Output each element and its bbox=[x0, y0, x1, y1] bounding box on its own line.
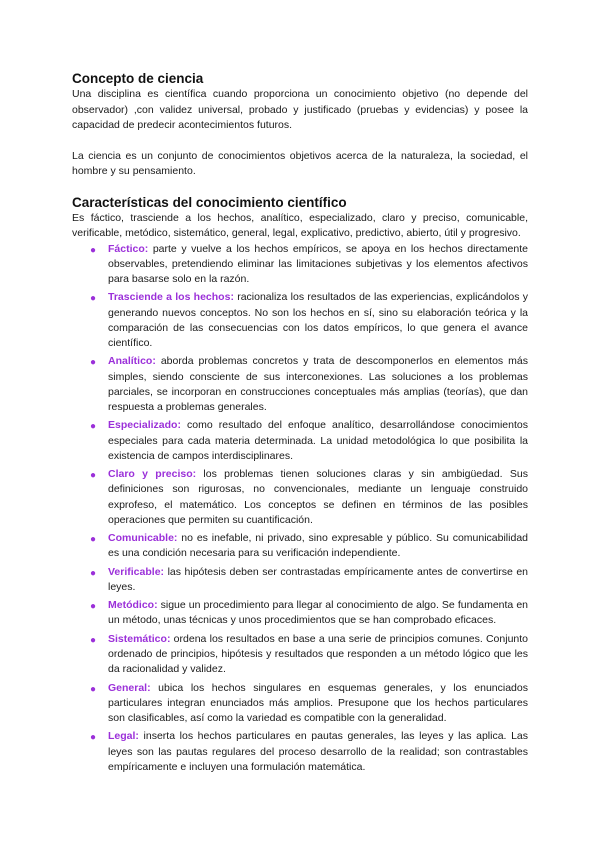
list-item-term: Verificable: bbox=[108, 565, 165, 578]
bullet-icon: ● bbox=[90, 634, 97, 646]
list-item bbox=[90, 242, 528, 288]
list-item-text: racionaliza los resultados de las experiencias, explicándolos y generando nuevos conceptos. No son los hechos en sí, sino su elaboración teórica y la comparación de las consecuencias con los datos empíricos, lo que genera el avance científico. bbox=[108, 291, 528, 349]
paragraph-ciencia: La ciencia es un conjunto de conocimientos objetivos acerca de la naturaleza, la sociedad, el hombre y su pensamiento. bbox=[72, 149, 528, 177]
list-item-text: como resultado del enfoque analítico, desarrollándose conocimientos especiales para cada materia determinada. La unidad metodológica lo que posibilita la existencia de campos interdisciplinares. bbox=[108, 419, 528, 462]
list-item-term: Claro y preciso: bbox=[108, 468, 197, 481]
section-title-concepto: Concepto de ciencia bbox=[72, 71, 204, 86]
list-item-term: Analítico: bbox=[108, 355, 156, 368]
list-item-term: Fáctico: bbox=[108, 242, 149, 255]
characteristics-list bbox=[72, 242, 528, 776]
list-item-text: no es inefable, ni privado, sino expresable y público. Su comunicabilidad es una condición necesaria para su verificación independiente. bbox=[108, 532, 528, 560]
bullet-icon: ● bbox=[90, 244, 97, 256]
list-item bbox=[90, 418, 528, 464]
list-item-text: ordena los resultados en base a una serie de principios comunes. Conjunto ordenado de principios, hipótesis y resultados que responden a un método lógico que les da racionalidad y validez. bbox=[108, 632, 528, 676]
list-item bbox=[90, 681, 528, 727]
bullet-icon: ● bbox=[90, 732, 97, 744]
list-item bbox=[90, 531, 528, 561]
bullet-icon: ● bbox=[90, 567, 97, 579]
bullet-icon: ● bbox=[90, 421, 97, 433]
list-item-text: aborda problemas concretos y trata de descomponerlos en elementos más simples, siendo consciente de sus interconexiones. Las soluciones a los problemas parciales, se incorporan en construcciones conceptuales más amplias (teorías), que dan respuesta a problemas generales. bbox=[108, 355, 528, 413]
bullet-icon: ● bbox=[90, 357, 97, 369]
list-item-term: Comunicable: bbox=[108, 532, 178, 545]
bullet-icon: ● bbox=[90, 534, 97, 546]
bullet-icon: ● bbox=[90, 470, 97, 482]
list-item-term: Legal: bbox=[108, 730, 139, 743]
list-item bbox=[90, 632, 528, 678]
paragraph-definition: Una disciplina es científica cuando proporciona un conocimiento objetivo (no depende del observador) ,con validez universal, probado y justificado (pruebas y evidencias) y posee la capacidad de predecir acontecimientos futuros. bbox=[72, 88, 528, 131]
list-item-text: ubica los hechos singulares en esquemas generales, y los enunciados particulares integran enunciados más amplios. Presupone que los hechos particulares son clasificables, así como la variedad es compatible con la generalidad. bbox=[108, 681, 528, 725]
list-item-term: Metódico: bbox=[108, 599, 158, 612]
bullet-icon: ● bbox=[90, 601, 97, 613]
list-item bbox=[90, 729, 528, 775]
bullet-icon: ● bbox=[90, 293, 97, 305]
list-item-term: Sistemático: bbox=[108, 632, 171, 645]
bullet-icon: ● bbox=[90, 683, 97, 695]
list-item bbox=[90, 565, 528, 595]
list-item-text: las hipótesis deben ser contrastadas empíricamente antes de convertirse en leyes. bbox=[108, 565, 528, 593]
section-title-caracteristicas: Características del conocimiento científico bbox=[72, 194, 347, 210]
list-item bbox=[90, 467, 528, 528]
list-item-text: inserta los hechos particulares en pautas generales, las leyes y las aplica. Las leyes son las pautas regulares del proceso desarrollo de la realidad; son contrastables empíricamente e incluyen una formulación matemática. bbox=[108, 730, 528, 773]
list-item-text: sigue un procedimiento para llegar al conocimiento de algo. Se fundamenta en un método, unas técnicas y unos procedimientos que se han comprobado eficaces. bbox=[108, 599, 528, 627]
document-page bbox=[72, 70, 528, 778]
list-item-text: parte y vuelve a los hechos empíricos, se apoya en los hechos directamente observables, pretendiendo eliminar las limitaciones subjetivas y los elementos afectivos para basarse solo en la razón. bbox=[108, 242, 528, 285]
list-item-text: los problemas tienen soluciones claras y sin ambigüedad. Sus definiciones son rigurosas, no convencionales, mediante un lenguaje construido exprofeso, el matemático. Los conceptos se definen en términos de las posibles operaciones que permiten su cuantificación. bbox=[108, 468, 528, 526]
list-item-term: Trasciende a los hechos: bbox=[108, 291, 234, 304]
list-item bbox=[90, 290, 528, 351]
list-item-term: Especializado: bbox=[108, 419, 181, 432]
list-item-term: General: bbox=[108, 681, 151, 694]
paragraph-intro: Es fáctico, trasciende a los hechos, analítico, especializado, claro y preciso, comunicable, verificable, metódico, sistemático, general, legal, explicativo, predictivo, abierto, útil y progresivo. bbox=[72, 211, 528, 239]
list-item bbox=[90, 354, 528, 415]
list-item bbox=[90, 598, 528, 628]
